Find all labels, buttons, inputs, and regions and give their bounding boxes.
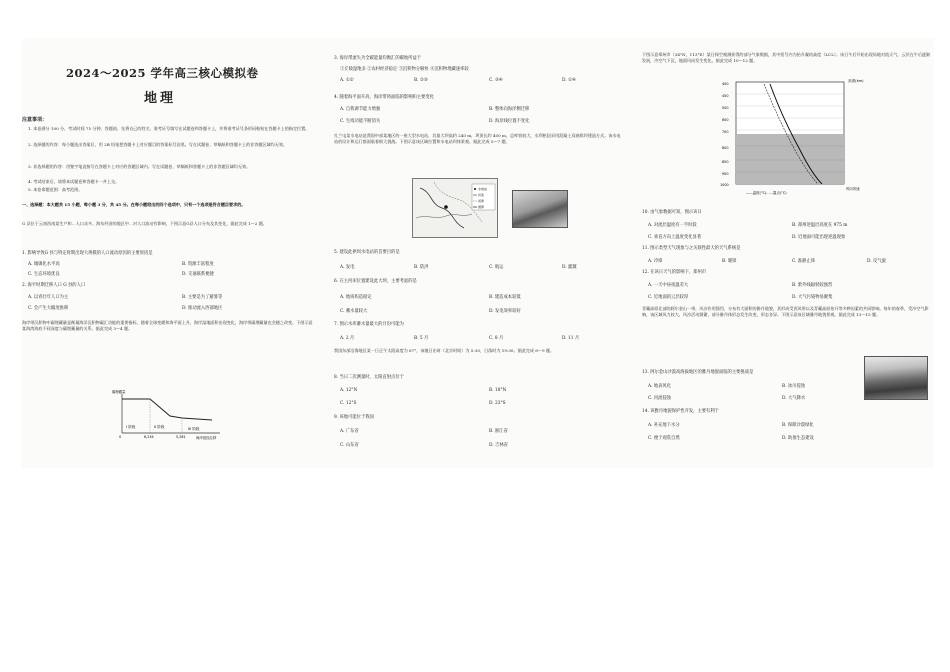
intro-q8-9: 我国东部沿海地区某一日正午太阳高度为 67°，该地日出时（北京时间）为 5:30，日落时为 19:30。据此完成 8～9 题。 [334,348,555,353]
q2-option-c: C. 会产生大幅度推移 [28,306,69,311]
q6-option-a: A. 地质构造稳定 [340,295,372,300]
q13-option-a: A. 地表风化 [648,384,672,389]
q8-option-d: D. 23°S [489,401,506,406]
column-1 [22,38,318,468]
q12-option-d: D. 大气污染物易聚集 [792,295,833,300]
sounding-chart [712,74,872,200]
q3-option-a: A. ①② [340,78,354,83]
q10-option-c: C. 垂直方向上温度变化显著 [648,235,702,240]
q6-option-d: D. 发电效率较好 [489,309,521,314]
q4-option-c: C. 生境功能不断消失 [340,119,381,124]
chart-xlabel: 海岸侵蚀位移 [196,436,217,440]
q8-option-a: A. 12°N [340,388,358,393]
ytick-850: 850 [722,160,729,164]
q7-option-c: C. 8 月 [489,336,504,341]
chart-ylabel: 碳埋藏量 [112,390,126,394]
q1-option-c: C. 生态环境优良 [28,272,60,277]
question-8: 8. 当日二次测量时，太阳直射点位于 [334,375,404,380]
q10-option-b: B. 郑州逆温层高度在 975 m [792,223,848,228]
ytick-500: 500 [722,106,729,110]
q11-option-a: A. 冷锋 [648,259,663,264]
chart-wind-label: 风向风速 [846,187,860,191]
hydropower-location-map [412,178,498,238]
q2-option-a: A. 以青壮年人口为主 [28,295,69,300]
map-legend-province: 省界 [478,199,485,203]
q4-option-b: B. 整体向海洋侧迁移 [489,107,530,112]
intro-q13-15: 青藏高原北部的阿尔金山一带，风沙作用强烈，分布有大面积的雅丹地貌，其形成受西风带以及青藏高原抬升等多种因素的共同影响。每年的春季，受冷空气影响，该区域风力较大，风沙活动频繁，部分雅丹体形态发生改变，形态各异。下图示意该区域雅丹地貌景观。据此完成 13～15 题。 [642,306,929,318]
q2-option-d: D. 推动流入西部地区 [182,306,223,311]
intro-q10-12: 下图示意郑州市（34°N，113°E）某日探空观测获得的部分气象数据，其中括号内为抬升凝结高度（LCL）。该日午后开始出现局地对流天气，云层在午后逐渐发展，冷空气下沉，地面风向发生变化。据此完成 10～12 题。 [642,52,931,64]
q12-option-b: B. 紫外线辐射较强烈 [792,283,833,288]
subject-title: 地理 [144,91,177,106]
q14-option-a: A. 补充地下水分 [648,423,680,428]
yardang-photo [864,356,928,400]
column-2 [334,38,624,468]
question-5: 5. 建设此拱坝水电站的首要目的是 [334,250,400,255]
q3-option-c: C. ③④ [489,78,503,83]
intro-q3-4: 海岸带沉积物中碳埋藏量是衡量海洋沉积物碳汇功能的重要指标，随着全球变暖和海平面上升，海岸湿地面积出现变化，海岸带碳埋藏量也会随之改变。下图示意某海湾海底不同深度与碳埋藏量的关系。据此完成 3～4 题。 [22,320,313,332]
q8-option-c: C. 12°S [340,401,357,406]
question-9: 9. 该地可能位于我国 [334,415,374,420]
map-legend-border: 国界 [478,205,485,209]
ytick-1000: 1000 [720,183,729,187]
chart-xtick-1: 6,234 [144,435,154,439]
hydropower-station-marker [444,205,448,209]
chart-xlabel-temp: ——温度(°C)……露点(°C) [746,191,787,195]
notice-3: 3. 非选择题的作答：用签字笔直接写在答题卡上对应的答题区域内。写在试题卷、草稿纸和答题卡上的非答题区域均无效。 [28,164,251,169]
chart-xtick-0: 0 [119,435,122,439]
carbon-burial-chart [112,390,224,440]
question-1: 1. 影响导致G 县与特定时期出现大规模的人口流动原因的主要原因是 [22,251,153,256]
q11-option-b: B. 暖锋 [722,259,737,264]
exam-title: 2024～2025 学年高三核心模拟卷 [66,66,259,80]
dam-photo [512,190,568,228]
q10-option-d: D. 近地面可能出现逆温现象 [792,235,846,240]
question-3: 3. 海岸带流失为全碳能量均衡汇的碳地所益于 [334,56,422,61]
chart-ylabel-height: 高度(km) [848,79,864,83]
notice-2: 2. 选择题的作答：每小题选出答案后，用 2B 铅笔把答题卡上对应题目的答案标号涂黑。写在试题卷、草稿纸和答题卡上的非答题区域均无效。 [28,142,288,147]
map-legend-station: 水电站 [478,187,488,191]
q14-option-d: D. 助推生态建设 [782,436,814,441]
q14-option-c: C. 便于观赏自然 [648,436,680,441]
ytick-600: 600 [722,118,729,122]
q14-option-b: B. 保障沙漠绿化 [782,423,814,428]
q6-option-c: C. 蓄水量较大 [340,309,368,314]
q3-option-d: D. ①④ [562,78,576,83]
q5-option-b: B. 防洪 [414,265,429,270]
chart-stage-1-label: I 阶段 [126,425,136,429]
ytick-400: 400 [722,82,729,86]
notice-heading: 注意事项： [22,117,48,123]
intro-q1-2: G 县位于云南西南某生产和…人口众多。海东经济的地区中…对人口流动有影响，下图示意G县人口分布及其变化，据此完成 1～2 题。 [22,221,267,226]
ytick-800: 800 [722,146,729,150]
q5-option-c: C. 航运 [489,265,504,270]
question-12: 12. 在该日天气的影响下，郑州市 [642,270,707,275]
q9-option-b: B. 浙江省 [489,429,508,434]
chart-stage-2-label: II 阶段 [154,425,165,429]
q7-option-d: D. 11 月 [562,336,580,341]
q7-option-a: A. 2 月 [340,336,355,341]
q12-option-c: C. 近地面的云层较厚 [648,295,689,300]
question-14: 14. 该雅丹地貌保护性开发，主要有利于 [642,409,719,414]
ytick-900: 900 [722,172,729,176]
map-legend-river: 河流 [478,193,485,197]
q3-option-b: B. ②③ [414,78,428,83]
q12-option-a: A. 一天中昼夜温差大 [648,283,689,288]
q11-option-c: C. 准静止锋 [792,259,816,264]
question-10: 10. 由气象数据可知，图示该日 [642,210,702,215]
question-13: 13. 阿尔金山沙漠高海拔地区的雅丹地貌面临的主要挑战是 [642,370,754,375]
column-3 [642,38,934,468]
question-2: 2. 海平时期迁移人口 G 县的人口 [22,283,86,288]
exam-sheet [22,38,934,468]
q4-option-d: D. 海岸线位置不变化 [489,119,530,124]
q9-option-c: C. 山东省 [340,443,359,448]
ytick-700: 700 [722,130,729,134]
chart-burial-line [122,399,212,420]
q9-option-a: A. 广东省 [340,429,359,434]
q8-option-b: B. 18°N [489,388,507,393]
q5-option-a: A. 发电 [340,265,355,270]
question-11: 11. 图示类型天气现象与之关联性最大的天气系统是 [642,246,741,251]
q13-option-c: C. 河流侵蚀 [648,396,672,401]
q1-option-d: D. 交通联系便捷 [182,272,214,277]
q1-option-b: B. 资源丰富程度 [182,262,214,267]
question-4: 4. 随着海平面升高，海岸带将面临的影响和主要变化 [334,95,434,100]
q5-option-d: D. 灌溉 [562,265,577,270]
q13-option-d: D. 大气降水 [782,396,806,401]
notice-5: 5. 本卷命题范围：高考范围。 [28,187,83,192]
ytick-450: 450 [722,94,729,98]
q9-option-d: D. 吉林省 [489,443,508,448]
question-7: 7. 图示水库蓄水量最大的月份可能为 [334,322,404,327]
q4-option-a: A. 自我调节能力增强 [340,107,381,112]
q6-option-b: B. 建造成本较低 [489,295,521,300]
q1-option-a: A. 城镇化水平高 [28,262,60,267]
chart-xtick-2: 5,281 [176,435,186,439]
q3-statements: ①丘陵湿地多 ②农村经济稳定 ③沉积物分解快 ④沉积物埋藏速率较 [340,67,469,72]
section-1-heading: 一、选择题：本大题共 15 小题，每小题 3 分，共 45 分。在每小题给出的四个选项中，只有一个选项是符合题目要求的。 [22,202,246,207]
q13-option-b: B. 冰川侵蚀 [782,384,806,389]
shaded-layer [736,134,844,184]
notice-1: 1. 本卷满分 100 分，考试时间 75 分钟。答题前，先将自己的姓名、准考证号填写在试题卷和答题卡上，并将准考证号条形码粘贴在答题卡上的指定位置。 [28,126,310,131]
notice-4: 4. 考试结束后，请将本试题卷和答题卡一并上交。 [28,179,120,184]
intro-q5-7: 扎兰屯某水电站是我国中部某地区的一座大型水电站，其最大坝高约 240 m，坝顶长约 400 m，总库容较大，水利枢纽采用混凝土双曲拱坝建造方式。该水电站的设计和运行都面临着极大挑战。下图示意该区域位置和水电站坝体景观。据此完成 5～7 题。 [334,133,621,145]
q2-option-b: B. 主要是为了避暑等 [182,295,223,300]
q11-option-d: D. 反气旋 [867,259,886,264]
chart-stage-3-label: III 阶段 [188,427,200,431]
question-6: 6. 在主河床位置建设此大坝，主要考虑的是 [334,279,417,284]
q10-option-a: A. 对流层温度有一半时段 [648,223,697,228]
q7-option-b: B. 5 月 [414,336,429,341]
